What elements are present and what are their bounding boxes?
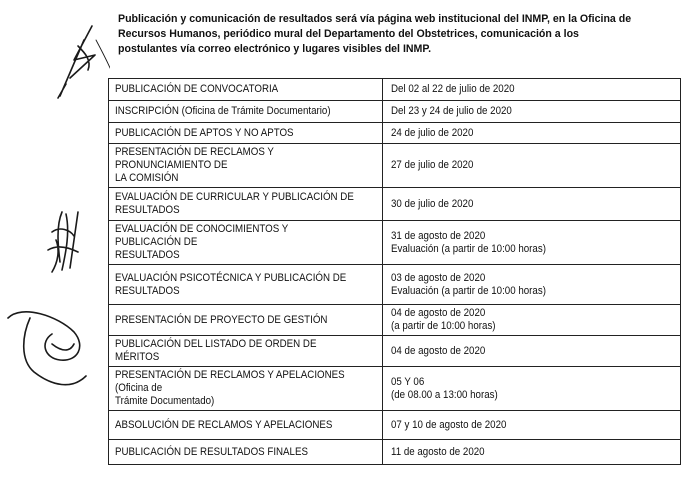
table-row bbox=[109, 79, 681, 101]
table-row bbox=[109, 101, 681, 123]
date-label: 05 Y 06 (de 08.00 a 13:00 horas) bbox=[391, 375, 498, 401]
date-label: 03 de agosto de 2020 Evaluación (a partir de 10:00 horas) bbox=[391, 271, 546, 297]
date-cell bbox=[383, 440, 681, 465]
date-cell bbox=[383, 411, 681, 440]
stage-label: PUBLICACIÓN DE CONVOCATORIA bbox=[115, 83, 279, 95]
table-row bbox=[109, 265, 681, 305]
stage-sublabel: (Oficina de Trámite Documentario) bbox=[181, 105, 331, 117]
stage-label-group bbox=[115, 105, 356, 118]
stage-label: PUBLICACIÓN DE APTOS Y NO APTOS bbox=[115, 126, 294, 139]
date-label: 04 de agosto de 2020 (a partir de 10:00 horas) bbox=[391, 307, 496, 332]
date-label: Del 02 al 22 de julio de 2020 bbox=[391, 83, 515, 95]
date-label: 07 y 10 de agosto de 2020 bbox=[391, 418, 507, 431]
signature-bottom bbox=[8, 312, 86, 385]
date-cell bbox=[383, 265, 681, 305]
date-label: 24 de julio de 2020 bbox=[391, 126, 474, 139]
stage-label: INSCRIPCIÓN bbox=[115, 105, 182, 117]
date-cell bbox=[383, 101, 681, 123]
stage-cell bbox=[109, 411, 383, 440]
table-row bbox=[109, 221, 681, 265]
stage-cell bbox=[109, 123, 383, 144]
stage-cell bbox=[109, 221, 383, 265]
date-label: 30 de julio de 2020 bbox=[391, 197, 474, 210]
table-row bbox=[109, 367, 681, 411]
date-cell bbox=[383, 221, 681, 265]
stage-cell bbox=[109, 440, 383, 465]
date-cell bbox=[383, 144, 681, 188]
stage-label: ABSOLUCIÓN DE RECLAMOS Y APELACIONES bbox=[115, 418, 333, 431]
stage-cell bbox=[109, 305, 383, 336]
date-cell bbox=[383, 123, 681, 144]
date-cell bbox=[383, 79, 681, 101]
stage-label: EVALUACIÓN PSICOTÉCNICA Y PUBLICACIÓN DE RESULTADOS bbox=[115, 271, 347, 297]
stage-cell bbox=[109, 101, 383, 123]
date-cell bbox=[383, 305, 681, 336]
date-cell bbox=[383, 188, 681, 221]
table-row bbox=[109, 123, 681, 144]
date-cell bbox=[383, 336, 681, 367]
date-label: Del 23 y 24 de julio de 2020 bbox=[391, 105, 512, 117]
table-row bbox=[109, 336, 681, 367]
schedule-table bbox=[108, 78, 681, 465]
table-row bbox=[109, 305, 681, 336]
stage-cell bbox=[109, 336, 383, 367]
table-row bbox=[109, 188, 681, 221]
table-row bbox=[109, 144, 681, 188]
stage-label: EVALUACIÓN DE CONOCIMIENTOS Y PUBLICACIÓN DE RESULTADOS bbox=[115, 223, 289, 261]
stage-cell bbox=[109, 265, 383, 305]
signature-middle bbox=[48, 212, 78, 272]
stage-label: EVALUACIÓN DE CURRICULAR Y PUBLICACIÓN DE RESULTADOS bbox=[115, 191, 354, 216]
stage-label: PRESENTACIÓN DE RECLAMOS Y APELACIONES (Oficina de Trámite Documentado) bbox=[115, 369, 345, 407]
stage-label: PRESENTACIÓN DE RECLAMOS Y PRONUNCIAMIENTO DE LA COMISIÓN bbox=[115, 146, 274, 184]
date-cell bbox=[383, 367, 681, 411]
stage-cell bbox=[109, 367, 383, 411]
stage-cell bbox=[109, 188, 383, 221]
intro-paragraph: Publicación y comunicación de resultados será vía página web institucional del INMP, en la Oficina de Recursos Humanos, periódico mural del Departamento del Obstetrices, comunicación a los postulantes vía correo electrónico y lugares visibles del INMP. bbox=[118, 13, 632, 55]
stage-cell bbox=[109, 79, 383, 101]
date-label: 31 de agosto de 2020 Evaluación (a partir de 10:00 horas) bbox=[391, 229, 546, 255]
date-label: 27 de julio de 2020 bbox=[391, 159, 474, 171]
table-row bbox=[109, 440, 681, 465]
table-row bbox=[109, 411, 681, 440]
stage-label: PUBLICACIÓN DEL LISTADO DE ORDEN DE MÉRITOS bbox=[115, 338, 317, 363]
signature-top bbox=[58, 26, 95, 98]
stage-label: PUBLICACIÓN DE RESULTADOS FINALES bbox=[115, 445, 308, 458]
stage-cell bbox=[109, 144, 383, 188]
date-label: 11 de agosto de 2020 bbox=[391, 445, 485, 458]
margin-signatures bbox=[0, 0, 110, 495]
stage-label: PRESENTACIÓN DE PROYECTO DE GESTIÓN bbox=[115, 313, 328, 326]
date-label: 04 de agosto de 2020 bbox=[391, 344, 486, 357]
